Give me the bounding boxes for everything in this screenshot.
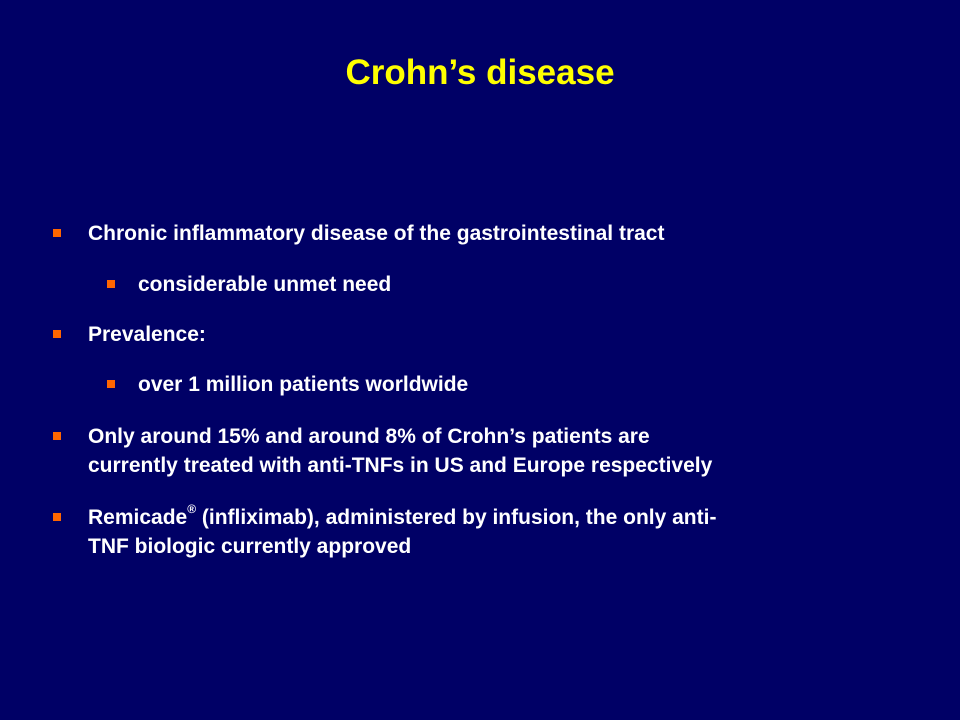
square-bullet-icon bbox=[107, 380, 115, 388]
square-bullet-icon bbox=[53, 229, 61, 237]
list-item-text: Chronic inflammatory disease of the gastrointestinal tract bbox=[88, 222, 665, 245]
list-item-line: TNF biologic currently approved bbox=[88, 535, 412, 558]
list-item bbox=[138, 370, 468, 399]
slide-title: Crohn’s disease bbox=[345, 53, 615, 92]
list-item-text: Prevalence: bbox=[88, 323, 206, 346]
square-bullet-icon bbox=[53, 330, 61, 338]
list-item-text: over 1 million patients worldwide bbox=[138, 373, 469, 396]
square-bullet-icon bbox=[53, 513, 61, 521]
list-item bbox=[88, 219, 664, 248]
list-item bbox=[88, 422, 712, 480]
list-item-line bbox=[88, 503, 716, 532]
list-item bbox=[138, 270, 391, 299]
list-item bbox=[88, 320, 206, 349]
square-bullet-icon bbox=[107, 280, 115, 288]
list-item-text: considerable unmet need bbox=[138, 273, 392, 296]
list-item-line: Only around 15% and around 8% of Crohn’s patients are bbox=[88, 425, 650, 448]
registered-mark: ® bbox=[187, 502, 197, 516]
product-name: Remicade bbox=[88, 506, 188, 529]
square-bullet-icon bbox=[53, 432, 61, 440]
list-item bbox=[88, 503, 716, 561]
list-item-line: currently treated with anti-TNFs in US and Europe respectively bbox=[88, 454, 713, 477]
list-item-text: (infliximab), administered by infusion, the only anti- bbox=[201, 506, 717, 529]
